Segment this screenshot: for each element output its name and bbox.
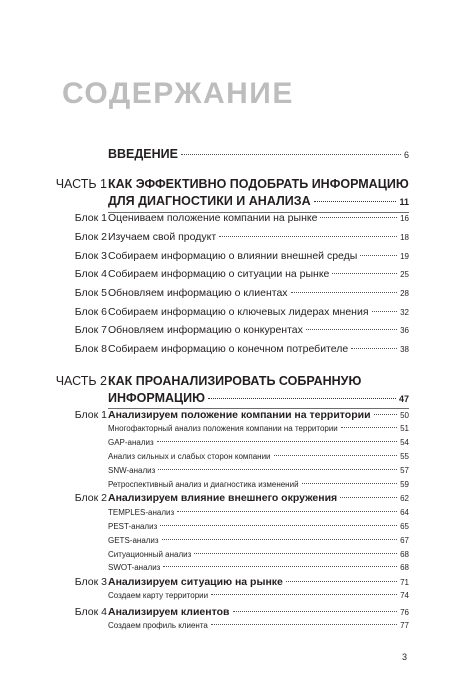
part-title-line2: ДЛЯ ДИАГНОСТИКИ И АНАЛИЗА: [108, 194, 311, 208]
subentry-label: SNW-анализ: [108, 466, 156, 475]
subentry-label: Ретроспективный анализ и диагностика изменений: [108, 480, 299, 489]
block-prefix: Блок 2: [74, 231, 107, 243]
block-page: 32: [400, 308, 409, 317]
toc-subentry[interactable]: [0, 451, 469, 465]
subentry-page: 54: [400, 438, 409, 447]
dot-leader: [274, 455, 398, 456]
dot-leader: [158, 469, 397, 470]
block-page: 38: [400, 345, 409, 354]
part-prefix: ЧАСТЬ 2: [55, 374, 107, 388]
block-label: Анализируем влияние внешнего окружения: [108, 492, 338, 504]
subentry-page: 55: [400, 452, 409, 461]
dot-leader: [374, 414, 398, 415]
block-page: 71: [400, 578, 409, 587]
toc-block[interactable]: [0, 491, 469, 505]
toc-subentry[interactable]: [0, 423, 469, 437]
block-prefix: Блок 6: [74, 306, 107, 318]
subentry-label: Ситуационный анализ: [108, 550, 192, 559]
block-prefix: Блок 2: [74, 492, 107, 504]
dot-leader: [208, 398, 396, 399]
toc-subentry[interactable]: [0, 562, 469, 576]
toc-block[interactable]: [0, 286, 469, 300]
dot-leader: [177, 511, 397, 512]
toc-subentry[interactable]: [0, 535, 469, 549]
part-title-line2: ИНФОРМАЦИЮ: [108, 391, 206, 405]
dot-leader: [163, 566, 397, 567]
dot-leader: [211, 624, 397, 625]
block-label: Оцениваем положение компании на рынке: [108, 212, 318, 224]
toc-subentry[interactable]: [0, 437, 469, 451]
block-label: Собираем информацию о ситуации на рынке: [108, 268, 330, 280]
subentry-page: 67: [400, 536, 409, 545]
part-page: 11: [399, 197, 409, 207]
dot-leader: [162, 539, 398, 540]
dot-leader: [286, 581, 397, 582]
part-title-line1: КАК ПРОАНАЛИЗИРОВАТЬ СОБРАННУЮ: [108, 374, 362, 388]
dot-leader: [233, 611, 398, 612]
block-prefix: Блок 7: [74, 324, 107, 336]
subentry-label: Создаем профиль клиента: [108, 621, 208, 630]
subentry-page: 64: [400, 508, 409, 517]
toc-block[interactable]: [0, 575, 469, 589]
page-title: СОДЕРЖАНИЕ: [62, 77, 294, 110]
block-page: 62: [400, 494, 409, 503]
toc-subentry[interactable]: [0, 521, 469, 535]
block-page: 16: [400, 214, 409, 223]
dot-leader: [219, 236, 397, 237]
dot-leader: [314, 201, 397, 202]
block-page: 28: [400, 289, 409, 298]
dot-leader: [160, 525, 397, 526]
block-label: Обновляем информацию о конкурентах: [108, 324, 303, 336]
dot-leader: [181, 154, 401, 155]
block-prefix: Блок 8: [74, 343, 107, 355]
dot-leader: [341, 427, 397, 428]
block-prefix: Блок 1: [74, 409, 107, 421]
dot-leader: [360, 255, 397, 256]
dot-leader: [351, 348, 397, 349]
dot-leader: [302, 483, 398, 484]
block-label: Изучаем свой продукт: [108, 231, 217, 243]
dot-leader: [332, 273, 397, 274]
toc-block[interactable]: [0, 267, 469, 281]
dot-leader: [372, 311, 398, 312]
subentry-label: PEST-анализ: [108, 522, 158, 531]
toc-block[interactable]: [0, 305, 469, 319]
block-page: 50: [400, 411, 409, 420]
block-label: Собираем информацию о влиянии внешней среды: [108, 250, 358, 262]
toc-block[interactable]: [0, 408, 469, 422]
subentry-page: 74: [400, 591, 409, 600]
block-prefix: Блок 4: [74, 268, 107, 280]
subentry-label: Создаем карту территории: [108, 591, 209, 600]
part-prefix: ЧАСТЬ 1: [55, 177, 107, 191]
dot-leader: [320, 217, 397, 218]
block-page: 25: [400, 270, 409, 279]
block-label: Анализируем клиентов: [108, 606, 230, 618]
toc-block[interactable]: [0, 605, 469, 619]
toc-block[interactable]: [0, 230, 469, 244]
subentry-page: 59: [400, 480, 409, 489]
subentry-label: GETS-анализ: [108, 536, 159, 545]
toc-block[interactable]: [0, 249, 469, 263]
subentry-page: 51: [400, 424, 409, 433]
dot-leader: [306, 329, 397, 330]
dot-leader: [157, 441, 397, 442]
block-label: Обновляем информацию о клиентах: [108, 287, 288, 299]
toc-subentry[interactable]: [0, 465, 469, 479]
toc-block[interactable]: [0, 211, 469, 225]
block-page: 19: [400, 252, 409, 261]
toc-subentry[interactable]: [0, 507, 469, 521]
dot-leader: [340, 497, 397, 498]
part-title-line1: КАК ЭФФЕКТИВНО ПОДОБРАТЬ ИНФОРМАЦИЮ: [108, 177, 409, 191]
toc-block[interactable]: [0, 342, 469, 356]
block-label: Собираем информацию о ключевых лидерах мнения: [108, 306, 369, 318]
block-label: Собираем информацию о конечном потребителе: [108, 343, 349, 355]
toc-subentry[interactable]: [0, 549, 469, 563]
block-prefix: Блок 1: [74, 212, 107, 224]
block-prefix: Блок 4: [74, 606, 107, 618]
toc-entry-label: ВВЕДЕНИЕ: [108, 147, 178, 161]
subentry-label: Многофакторный анализ положения компании на территории: [108, 424, 338, 433]
dot-leader: [291, 292, 398, 293]
subentry-page: 68: [400, 550, 409, 559]
block-page: 18: [400, 233, 409, 242]
dot-leader: [211, 594, 397, 595]
toc-entry-page: 6: [403, 150, 409, 160]
subentry-page: 57: [400, 466, 409, 475]
block-label: Анализируем ситуацию на рынке: [108, 576, 283, 588]
toc-subentry[interactable]: [0, 590, 469, 604]
subentry-page: 77: [400, 621, 409, 630]
subentry-page: 65: [400, 522, 409, 531]
block-prefix: Блок 3: [74, 250, 107, 262]
subentry-label: SWOT-анализ: [108, 563, 161, 572]
toc-block[interactable]: [0, 323, 469, 337]
block-page: 76: [400, 608, 409, 617]
block-page: 36: [400, 326, 409, 335]
subentry-page: 68: [400, 563, 409, 572]
dot-leader: [194, 553, 397, 554]
subentry-label: TEMPLES-анализ: [108, 508, 175, 517]
subentry-label: GAP-анализ: [108, 438, 154, 447]
block-prefix: Блок 5: [74, 287, 107, 299]
part-page: 47: [398, 394, 409, 404]
block-prefix: Блок 3: [74, 576, 107, 588]
subentry-label: Анализ сильных и слабых сторон компании: [108, 452, 271, 461]
block-label: Анализируем положение компании на территории: [108, 409, 371, 421]
page-number: 3: [402, 652, 408, 662]
toc-subentry[interactable]: [0, 620, 469, 634]
